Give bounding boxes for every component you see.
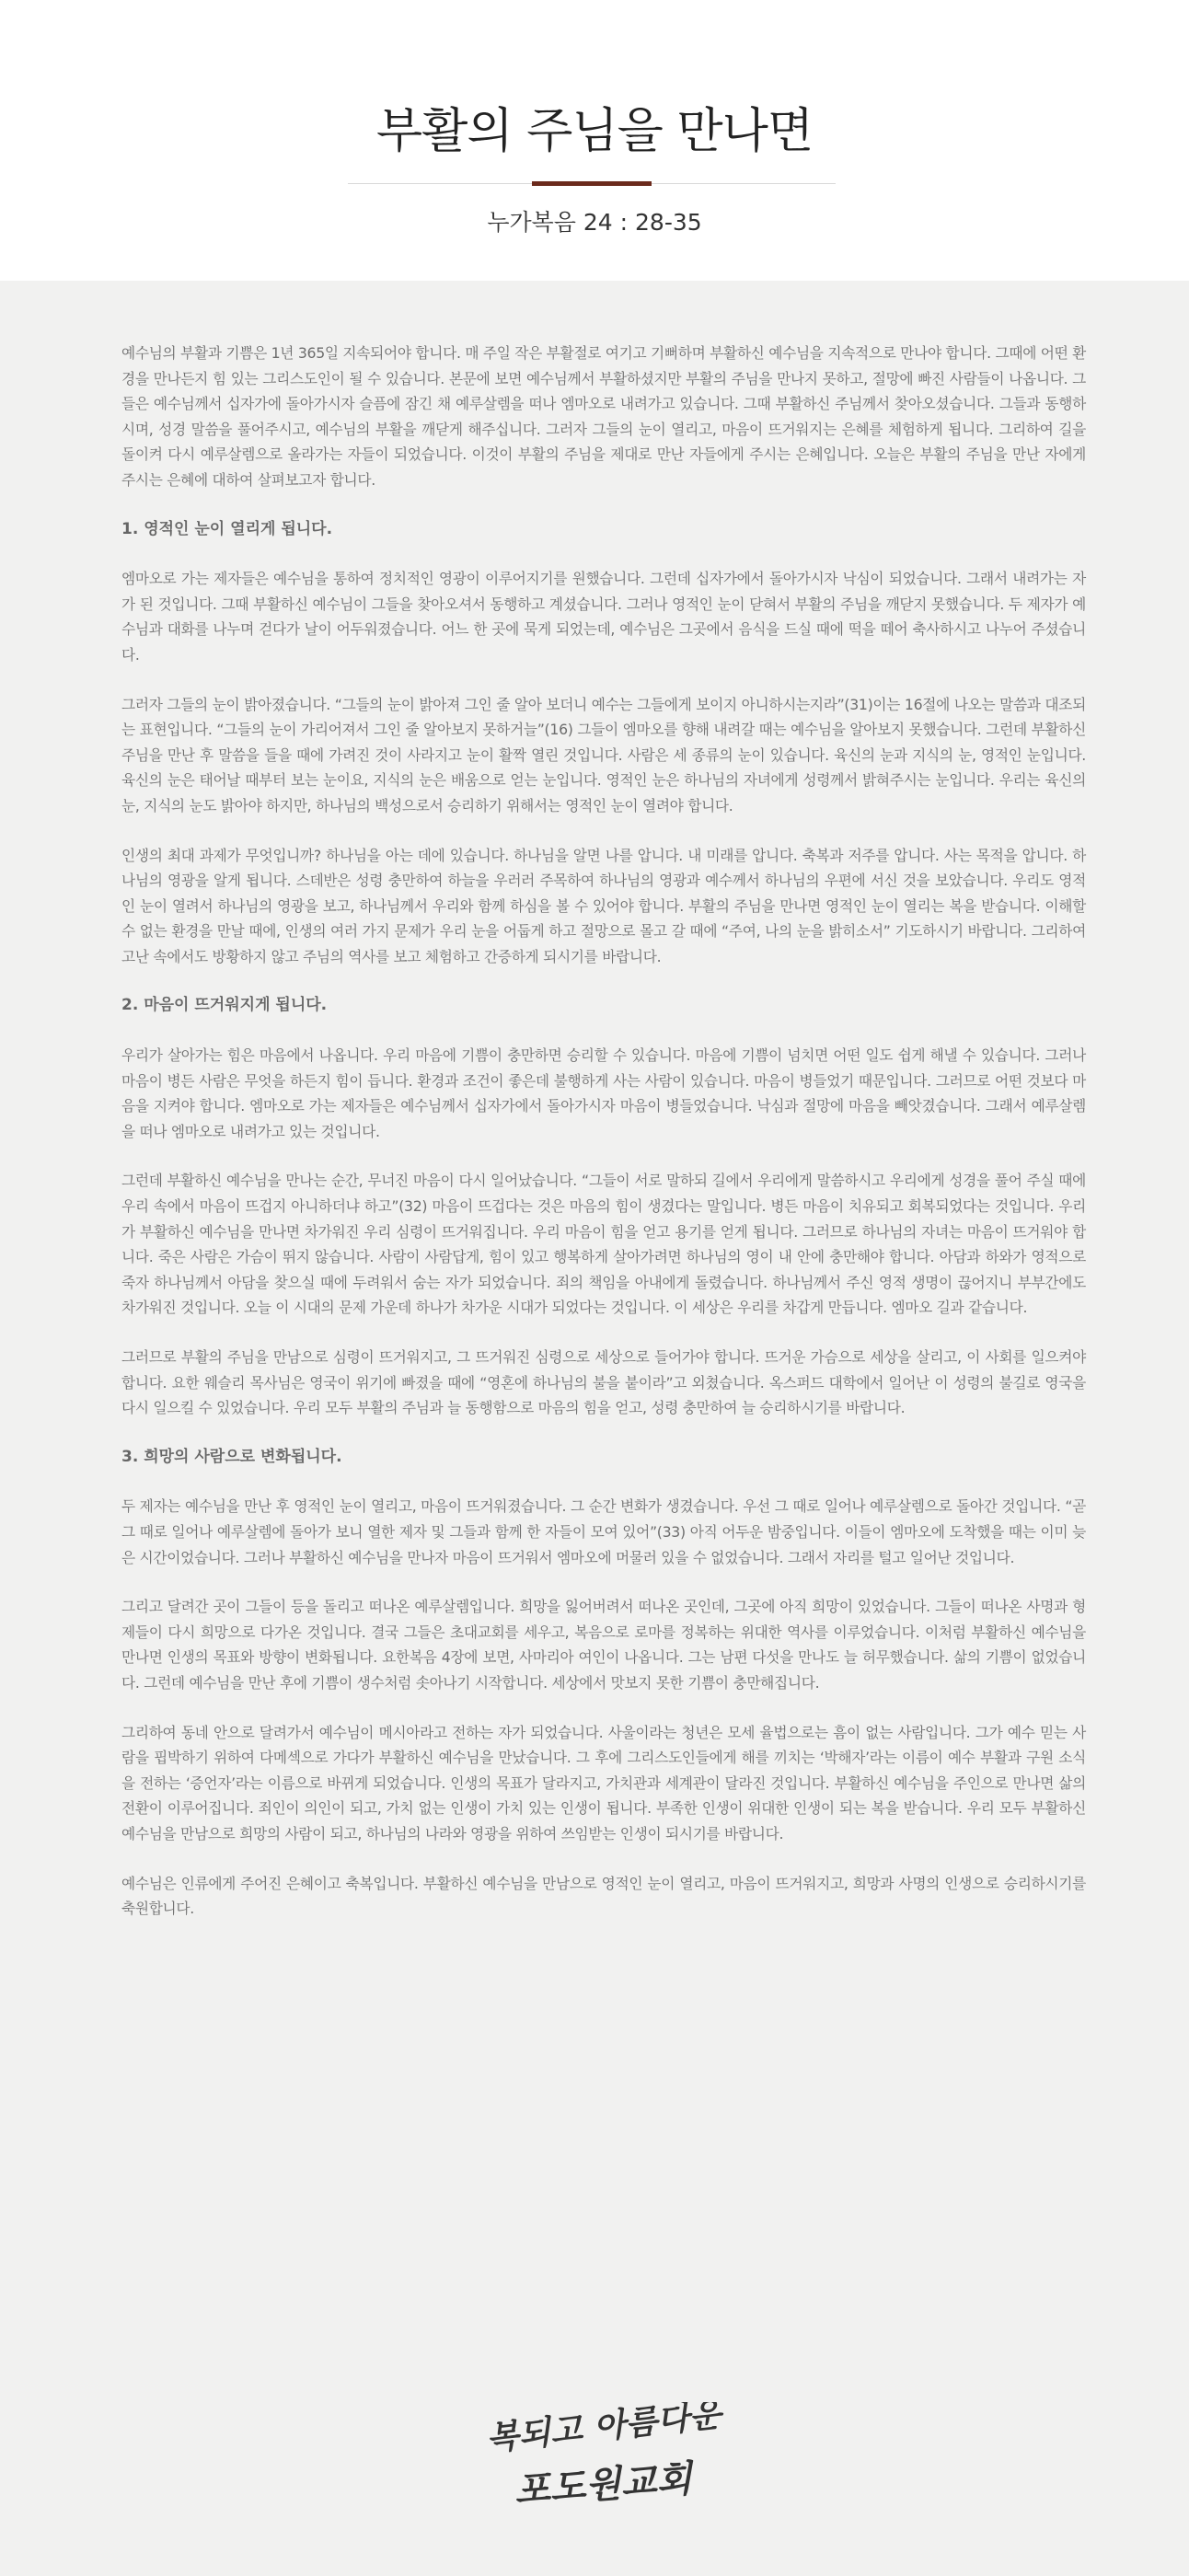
section-1-paragraph: 인생의 최대 과제가 무엇입니까? 하나님을 아는 데에 있습니다. 하나님을 알면 나를 압니다. 내 미래를 압니다. 축복과 저주를 압니다. 사는 목적을 압니다. 하나님의 영광을 알게 됩니다. 스데반은 성령 충만하여 하늘을 우러러 주목하여 하나님의 영광과 예수께서 하나님의 우편에 서신 것을 보았습니다. 우리도 영적인 눈이 열려서 하나님의 영광을 보고, 하나님께서 우리와 함께 하심을 볼 수 있어야 합니다. 부활의 주님을 만나면 영적인 눈이 열리는 복을 받습니다. 이해할 수 없는 환경을 만날 때에, 인생의 여러 가지 문제가 우리 눈을 어둡게 하고 절망으로 몰고 갈 때에 “주여, 나의 눈을 밝히소서” 기도하시기 바랍니다. 그리하여 고난 속에서도 방황하지 않고 주님의 역사를 보고 체험하고 간증하게 되시기를 바랍니다. [121,846,1086,965]
sermon-header [0,0,1189,281]
section-2-paragraph: 그런데 부활하신 예수님을 만나는 순간, 무너진 마음이 다시 일어났습니다. “그들이 서로 말하되 길에서 우리에게 말씀하시고 우리에게 성경을 풀어 주실 때에 우리 속에서 마음이 뜨겁지 아니하더냐 하고”(32) 마음이 뜨겁다는 것은 마음의 힘이 생겼다는 말입니다. 병든 마음이 치유되고 회복되었다는 것입니다. 우리가 부활하신 예수님을 만나면 차가워진 우리 심령이 뜨거워집니다. 우리 마음이 힘을 얻고 용기를 얻게 됩니다. 그러므로 하나님의 자녀는 마음이 뜨거워야 합니다. 죽은 사람은 가슴이 뛰지 않습니다. 사람이 사람답게, 힘이 있고 행복하게 살아가려면 하나님의 영이 내 안에 충만해야 합니다. 아담과 하와가 영적으로 죽자 하나님께서 아담을 찾으실 때에 두려워서 숨는 자가 되었습니다. 죄의 책임을 아내에게 돌렸습니다. 하나님께서 주신 영적 생명이 끊어지니 부부간에도 차가워진 것입니다. 오늘 이 시대의 문제 가운데 하나가 차가운 시대가 되었다는 것입니다. 이 세상은 우리를 차갑게 만듭니다. 엠마오 길과 같습니다. [121,1172,1086,1317]
section-1-paragraph: 엠마오로 가는 제자들은 예수님을 통하여 정치적인 영광이 이루어지기를 원했습니다. 그런데 십자가에서 돌아가시자 낙심이 되었습니다. 그래서 내려가는 자가 된 것입니다. 그때 부활하신 예수님이 그들을 찾아오셔서 동행하고 계셨습니다. 그러나 영적인 눈이 닫혀서 부활의 주님을 깨닫지 못했습니다. 두 제자가 예수님과 대화를 나누며 걷다가 날이 어두워졌습니다. 어느 한 곳에 묵게 되었는데, 예수님은 그곳에서 음식을 드실 때에 떡을 떼어 축사하시고 나누어 주셨습니다. [121,570,1086,664]
section-3-paragraph: 두 제자는 예수님을 만난 후 영적인 눈이 열리고, 마음이 뜨거워졌습니다. 그 순간 변화가 생겼습니다. 우선 그 때로 일어나 예루살렘으로 돌아간 것입니다. “곧 그 때로 일어나 예루살렘에 돌아가 보니 열한 제자 및 그들과 함께 한 자들이 모여 있어”(33) 아직 어두운 밤중입니다. 이들이 엠마오에 도착했을 때는 이미 늦은 시간이었습니다. 그러나 부활하신 예수님을 만나자 마음이 뜨거워서 엠마오에 머물러 있을 수 없었습니다. 그래서 자리를 털고 일어난 것입니다. [121,1497,1086,1566]
section-2-paragraph: 그러므로 부활의 주님을 만남으로 심령이 뜨거워지고, 그 뜨거워진 심령으로 세상으로 들어가야 합니다. 뜨거운 가슴으로 세상을 살리고, 이 사회를 일으켜야 합니다. 요한 웨슬리 목사님은 영국이 위기에 빠졌을 때에 “영혼에 하나님의 불을 붙이라”고 외쳤습니다. 옥스퍼드 대학에서 일어난 이 성령의 불길로 영국을 다시 일으킬 수 있었습니다. 우리 모두 부활의 주님과 늘 동행함으로 마음의 힘을 얻고, 성령 충만하여 늘 승리하시기를 바랍니다. [121,1348,1086,1417]
section-1-paragraph: 그러자 그들의 눈이 밝아졌습니다. “그들의 눈이 밝아져 그인 줄 알아 보더니 예수는 그들에게 보이지 아니하시는지라”(31)이는 16절에 나오는 말씀과 대조되는 표현입니다. “그들의 눈이 가리어져서 그인 줄 알아보지 못하거늘”(16) 그들이 엠마오를 향해 내려갈 때는 예수님을 알아보지 못했습니다. 그런데 부활하신 주님을 만난 후 말씀을 들을 때에 가려진 것이 사라지고 눈이 활짝 열린 것입니다. 사람은 세 종류의 눈이 있습니다. 육신의 눈과 지식의 눈, 영적인 눈입니다. 육신의 눈은 태어날 때부터 보는 눈이요, 지식의 눈은 배움으로 얻는 눈입니다. 영적인 눈은 하나님의 자녀에게 성령께서 밝혀주시는 눈입니다. 우리는 육신의 눈, 지식의 눈도 밝아야 하지만, 하나님의 백성으로서 승리하기 위해서는 영적인 눈이 열려야 합니다. [121,695,1086,814]
title-accent-bar [532,181,652,186]
section-heading-2: 2. 마음이 뜨거워지게 됩니다. [121,996,328,1015]
page-title: 부활의 주님을 만나면 [375,104,814,159]
signature-line-2: 포도원교회 [513,2456,694,2512]
section-3-paragraph: 그리하여 동네 안으로 달려가서 예수님이 메시아라고 전하는 자가 되었습니다. 사울이라는 청년은 모세 율법으로는 흠이 없는 사람입니다. 그가 예수 믿는 사람을 핍박하기 위하여 다메섹으로 가다가 부활하신 예수님을 만났습니다. 그 후에 그리스도인들에게 해를 끼치는 ‘박해자’라는 이름이 예수 부활과 구원 소식을 전하는 ‘증언자’라는 이름으로 바뀌게 되었습니다. 인생의 목표가 달라지고, 가치관과 세계관이 달라진 것입니다. 부활하신 예수님을 주인으로 만나면 삶의 전환이 이루어집니다. 죄인이 의인이 되고, 가치 없는 인생이 가치 있는 인생이 됩니다. 부족한 인생이 위대한 인생이 되는 복을 받습니다. 우리 모두 부활하신 예수님을 만남으로 희망의 사람이 되고, 하나님의 나라와 영광을 위하여 쓰임받는 인생이 되시기를 바랍니다. [121,1723,1086,1842]
closing-paragraph: 예수님은 인류에게 주어진 은혜이고 축복입니다. 부활하신 예수님을 만남으로 영적인 눈이 열리고, 마음이 뜨거워지고, 희망과 사명의 인생으로 승리하시기를 축원합니다. [121,1874,1086,1918]
sermon-body [121,341,1086,1946]
intro-paragraph: 예수님의 부활과 기쁨은 1년 365일 지속되어야 합니다. 매 주일 작은 부활절로 여기고 기뻐하며 부활하신 예수님을 지속적으로 만나야 합니다. 그때에 어떤 환경을 만나든지 힘 있는 그리스도인이 될 수 있습니다. 본문에 보면 예수님께서 부활하셨지만 부활의 주님을 만나지 못하고, 절망에 빠진 사람들이 나옵니다. 그들은 예수님께서 십자가에 돌아가시자 슬픔에 잠긴 채 예루살렘을 떠나 엠마오로 내려가고 있습니다. 그때 부활하신 주님께서 찾아오셨습니다. 그들과 동행하시며, 성경 말씀을 풀어주시고, 예수님의 부활을 깨닫게 해주십니다. 그러자 그들의 눈이 열리고, 마음이 뜨거워지는 은혜를 체험하게 됩니다. 그리하여 길을 돌이켜 다시 예루살렘으로 올라가는 자들이 되었습니다. 이것이 부활의 주님을 제대로 만난 자들에게 주시는 은혜입니다. 오늘은 부활의 주님을 만난 자에게 주시는 은혜에 대하여 살펴보고자 합니다. [121,344,1086,489]
church-signature-logo [479,2402,736,2522]
section-2-paragraph: 우리가 살아가는 힘은 마음에서 나옵니다. 우리 마음에 기쁨이 충만하면 승리할 수 있습니다. 마음에 기쁨이 넘치면 어떤 일도 쉽게 해낼 수 있습니다. 그러나 마음이 병든 사람은 무엇을 하든지 힘이 듭니다. 환경과 조건이 좋은데 불행하게 사는 사람이 있습니다. 마음이 병들었기 때문입니다. 그러므로 어떤 것보다 마음을 지켜야 합니다. 엠마오로 가는 제자들은 예수님께서 십자가에서 돌아가시자 마음이 병들었습니다. 낙심과 절망에 마음을 빼앗겼습니다. 그래서 예루살렘을 떠나 엠마오로 내려가고 있는 것입니다. [121,1046,1086,1140]
section-heading-1: 1. 영적인 눈이 열리게 됩니다. [121,519,333,538]
signature-line-1: 복되고 아름다운 [484,2402,723,2458]
section-3-paragraph: 그리고 달려간 곳이 그들이 등을 돌리고 떠나온 예루살렘입니다. 희망을 잃어버려서 떠나온 곳인데, 그곳에 아직 희망이 있었습니다. 그들이 떠나온 사명과 형제들이 다시 희망으로 다가온 것입니다. 결국 그들은 초대교회를 세우고, 복음으로 로마를 정복하는 위대한 역사를 이루었습니다. 이처럼 부활하신 예수님을 만나면 인생의 목표와 방향이 변화됩니다. 요한복음 4장에 보면, 사마리아 여인이 나옵니다. 그는 남편 다섯을 만나도 늘 허무했습니다. 삶의 기쁨이 없었습니다. 그런데 예수님을 만난 후에 기쁨이 생수처럼 솟아나기 시작합니다. 세상에서 맛보지 못한 기쁨이 충만해집니다. [121,1598,1086,1692]
scripture-reference: 누가복음 24 : 28-35 [487,209,702,236]
section-heading-3: 3. 희망의 사람으로 변화됩니다. [121,1447,342,1466]
